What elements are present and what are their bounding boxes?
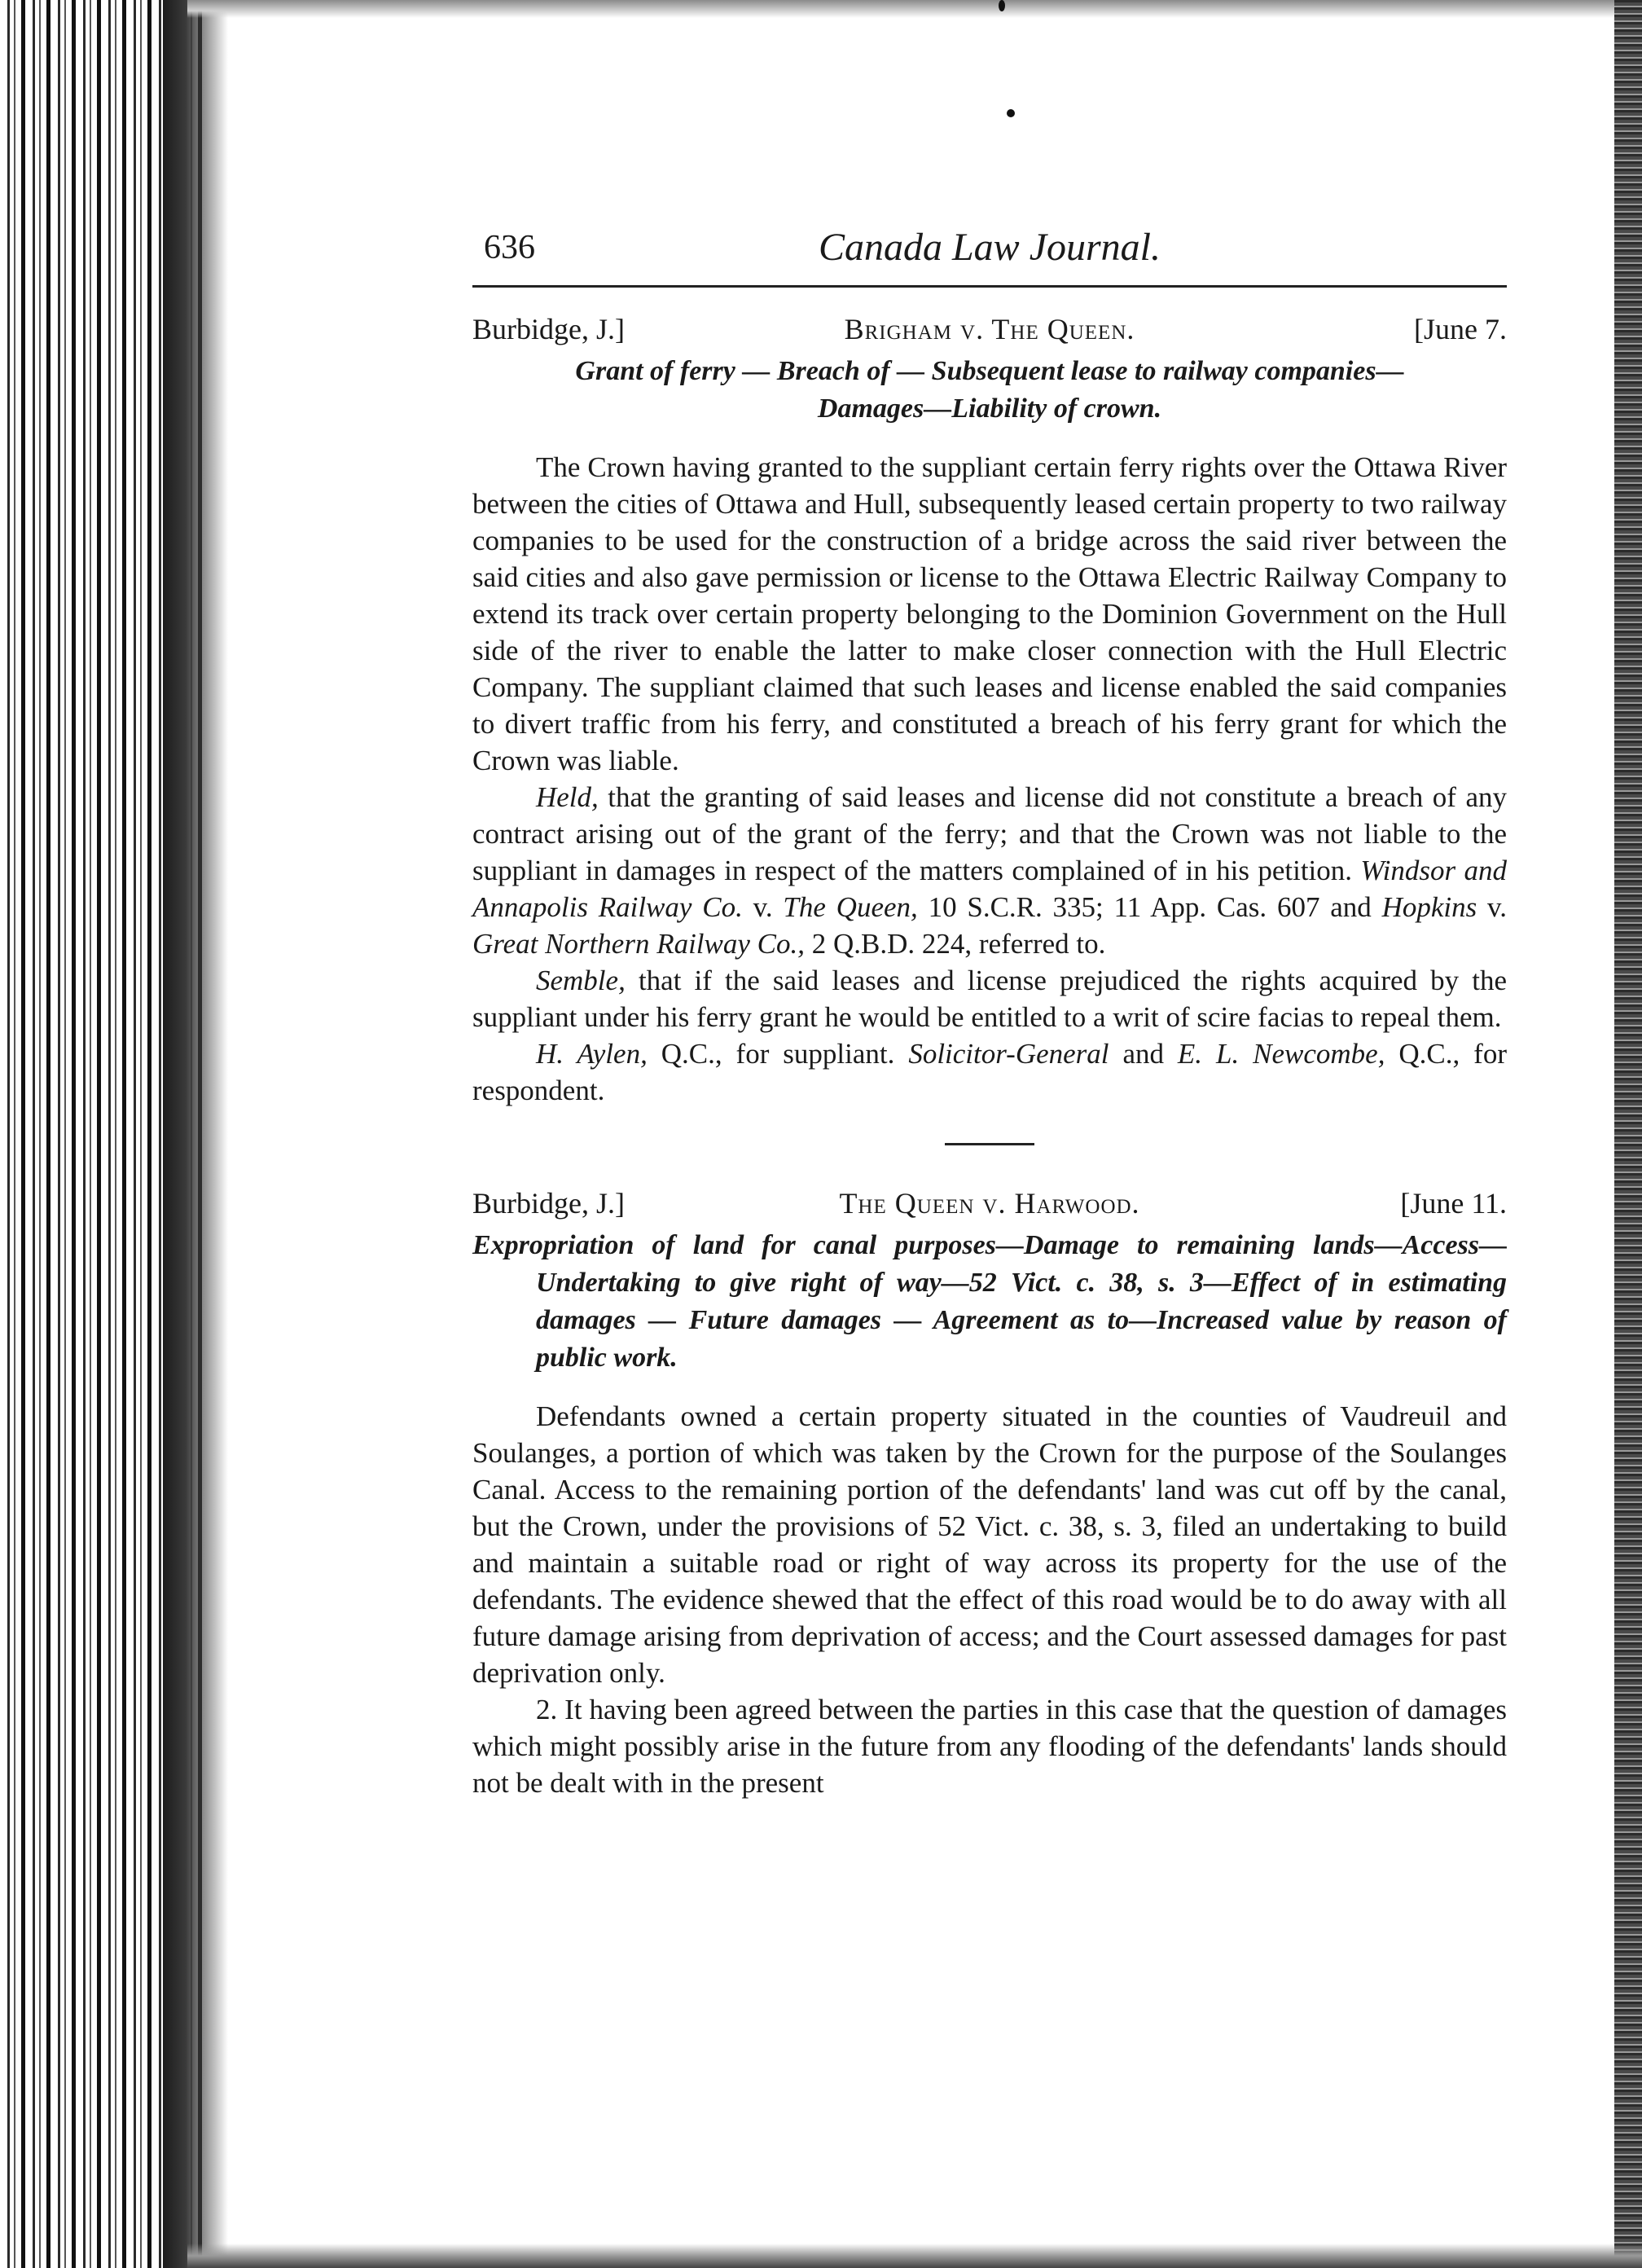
counsel-connector: and [1109,1038,1178,1070]
case-caption [472,312,1507,353]
citation-versus: v. [742,891,784,923]
held-paragraph [472,779,1507,962]
facts-paragraph: The Crown having granted to the suppliant certain ferry rights over the Ottawa River between the cities of Ottawa and Hull, subsequently leased certain property to two railway companies to be used for the construction of a bridge across the said river between the said cities and also gave permission or license to the Ottawa Electric Railway Company to extend its track over certain property belonging to the Dominion Government on the Hull side of the river to enable the latter to make closer connection with the Hull Electric Company. The suppliant claimed that such leases and license enabled the said companies to divert traffic from his ferry, and constituted a breach of his ferry grant for which the Crown was liable. [472,451,1507,776]
case-title: Brigham v. The Queen. [844,313,1135,345]
counsel-role: Q.C., for suppliant. [647,1038,909,1070]
citation-case-name: The Queen, [783,891,918,923]
counsel-name: Solicitor-General [908,1038,1109,1070]
semble-label: Semble, [536,965,626,996]
case-date: [June 7. [1414,313,1507,345]
page-column [472,228,1507,1801]
headnote: Expropriation of land for canal purposes—Damage to remaining lands—Access—Undertaking to give right of way—52 Vict. c. 38, s. 3—Effect of in estimating damages — Future damages — Agreement as to—Increased value by reason of public work. [472,1230,1507,1373]
citation-versus: v. [1477,891,1507,923]
case-harwood [472,1186,1507,1801]
page-edge-bottom [187,2244,1642,2268]
judge-name: Burbidge, J.] [472,313,625,345]
headnote-line: Grant of ferry — Breach of — Subsequent lease to railway companies— [575,356,1404,386]
citation-case-name: Great Northern Railway Co., [472,928,806,960]
numbered-paragraph: 2. It having been agreed between the parties in this case that the question of damages which might possibly arise in the future from any flooding of the defendants' lands should not be dealt with in the present [472,1694,1507,1799]
citation-reference: 2 Q.B.D. 224, referred to. [805,928,1106,960]
page-edge-top [187,0,1642,18]
headnote-line: Damages—Liability of crown. [817,393,1162,424]
counsel-paragraph [472,1035,1507,1109]
case-separator-rule [945,1143,1034,1145]
held-text: that the granting of said leases and license did not constitute a breach of any contract arising out of the grant of the ferry; and that the Crown was not liable to the suppliant in damages in respect of the matters complained of in his petition. [472,781,1507,886]
counsel-name: H. Aylen, [536,1038,648,1070]
held-label: Held, [536,781,599,813]
semble-text: that if the said leases and license prejudiced the rights acquired by the suppliant under his ferry grant he would be entitled to a writ of scire facias to repeal them. [472,965,1507,1033]
ink-speck [1007,109,1015,117]
semble-paragraph [472,962,1507,1035]
judge-name: Burbidge, J.] [472,1187,625,1220]
case-caption [472,1186,1507,1227]
citation-reference: 10 S.C.R. 335; 11 App. Cas. 607 and [917,891,1382,923]
counsel-role: Q.C., for respondent. [472,1038,1507,1106]
page-edge-right [1614,0,1642,2268]
ink-speck [999,0,1005,11]
gutter-shadow [163,0,228,2268]
page-number: 636 [484,229,535,266]
case-date: [June 11. [1400,1187,1507,1220]
citation-case-name: Windsor and Annapolis Railway Co. [472,855,1507,923]
citation-case-name: Hopkins [1381,891,1477,923]
counsel-name: E. L. Newcombe, [1177,1038,1385,1070]
facts-paragraph: Defendants owned a certain property situated in the counties of Vaudreuil and Soulanges, a portion of which was taken by the Crown for the purpose of the Soulanges Canal. Access to the remaining portion of the defendants' land was cut off by the canal, but the Crown, under the provisions of 52 Vict. c. 38, s. 3, filed an undertaking to build and maintain a suitable road or right of way across its property for the use of the defendants. The evidence shewed that the effect of this road would be to do away with all future damage arising from deprivation of access; and the Court assessed damages for past deprivation only. [472,1400,1507,1689]
journal-title: Canada Law Journal. [818,226,1161,269]
case-brigham [472,312,1507,1109]
headnote [472,353,1507,428]
case-title: The Queen v. Harwood. [839,1187,1140,1220]
running-head [472,228,1507,288]
